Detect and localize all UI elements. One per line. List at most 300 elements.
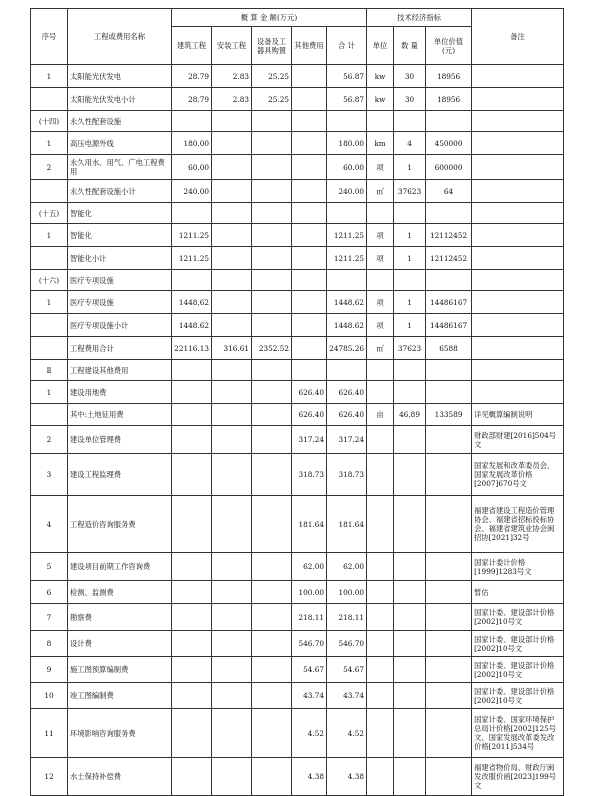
cell-name: 太阳能光伏发电小计	[68, 88, 172, 111]
header-equip: 设备及工器具购置	[252, 27, 292, 65]
cell-seq: 1	[31, 224, 68, 247]
table-row	[31, 88, 564, 111]
cell-remark: 福建省物价局、财政厅闽发改服价函[2023]199号文	[472, 758, 564, 796]
cell-seq: 8	[31, 631, 68, 657]
table-row	[31, 631, 564, 657]
cell-remark	[472, 247, 564, 270]
cell-seq: (十五)	[31, 203, 68, 224]
cell-unit-value	[426, 111, 472, 132]
cell-install	[212, 111, 252, 132]
cell-seq: (十六)	[31, 270, 68, 291]
cell-unit-value	[426, 454, 472, 496]
cell-seq	[31, 404, 68, 426]
cell-qty: 1	[394, 247, 426, 270]
cell-other	[292, 155, 327, 180]
cell-total	[327, 360, 367, 381]
cell-equip	[252, 683, 292, 709]
cell-build	[172, 604, 212, 631]
cell-name: 其中:土地征用费	[68, 404, 172, 426]
cell-install: 2.83	[212, 88, 252, 111]
cell-total: 60.00	[327, 155, 367, 180]
cell-qty: 37623	[394, 180, 426, 203]
cell-total: 180.00	[327, 132, 367, 155]
cell-install	[212, 683, 252, 709]
header-seq: 序号	[31, 9, 68, 65]
cell-qty: 30	[394, 65, 426, 88]
table-row	[31, 132, 564, 155]
cell-unit	[367, 454, 394, 496]
cell-build	[172, 270, 212, 291]
cell-install	[212, 758, 252, 796]
cell-build: 22116.13	[172, 337, 212, 360]
cell-total: 240.00	[327, 180, 367, 203]
cell-name: 智能化	[68, 203, 172, 224]
table-row	[31, 496, 564, 553]
cell-seq: 7	[31, 604, 68, 631]
cell-remark: 国家计委、建设部计价格[2002]10号文	[472, 683, 564, 709]
cell-unit-value: 6588	[426, 337, 472, 360]
cell-unit	[367, 553, 394, 581]
cell-name: 永久性配套设施小计	[68, 180, 172, 203]
cell-unit	[367, 709, 394, 758]
cell-remark: 国家计委、建设部计价格[2002]10号文	[472, 657, 564, 683]
cell-seq	[31, 314, 68, 337]
cell-unit	[367, 604, 394, 631]
cell-seq: 5	[31, 553, 68, 581]
cell-remark	[472, 381, 564, 404]
cell-install	[212, 404, 252, 426]
cell-remark: 详见概算编制说明	[472, 404, 564, 426]
cell-other	[292, 247, 327, 270]
cell-remark	[472, 270, 564, 291]
cell-name: 检测、监测费	[68, 581, 172, 604]
cell-qty	[394, 381, 426, 404]
cell-seq: (十四)	[31, 111, 68, 132]
cell-total: 100.00	[327, 581, 367, 604]
cell-qty	[394, 758, 426, 796]
cell-build	[172, 454, 212, 496]
cell-other: 100.00	[292, 581, 327, 604]
cell-total: 4.38	[327, 758, 367, 796]
cell-qty	[394, 426, 426, 454]
cell-total: 1211.25	[327, 247, 367, 270]
cell-name: 建设用地费	[68, 381, 172, 404]
cell-build	[172, 581, 212, 604]
cell-equip: 25.25	[252, 88, 292, 111]
cell-remark: 国家发展和改革委员会、国家发展改革价格[2007]670号文	[472, 454, 564, 496]
cell-total	[327, 203, 367, 224]
cell-unit: ㎡	[367, 180, 394, 203]
table-row	[31, 454, 564, 496]
cell-qty	[394, 683, 426, 709]
cell-name: 建设项目前期工作咨询费	[68, 553, 172, 581]
cell-seq: Ⅱ	[31, 360, 68, 381]
header-tech-group: 技术经济指标	[367, 9, 472, 27]
cell-qty	[394, 553, 426, 581]
cell-build: 60.00	[172, 155, 212, 180]
cell-remark: 暂估	[472, 581, 564, 604]
cell-unit-value	[426, 270, 472, 291]
cell-seq: 1	[31, 381, 68, 404]
cell-other	[292, 360, 327, 381]
cell-install	[212, 180, 252, 203]
table-row	[31, 247, 564, 270]
table-row	[31, 683, 564, 709]
table-row	[31, 291, 564, 314]
cell-unit: kw	[367, 88, 394, 111]
cell-install	[212, 709, 252, 758]
budget-table	[30, 8, 564, 796]
cell-qty	[394, 203, 426, 224]
cell-equip	[252, 454, 292, 496]
cell-remark	[472, 203, 564, 224]
header-other: 其他费用	[292, 27, 327, 65]
cell-name: 建设单位管理费	[68, 426, 172, 454]
cell-total: 318.73	[327, 454, 367, 496]
cell-install	[212, 496, 252, 553]
cell-build	[172, 631, 212, 657]
cell-other: 4.52	[292, 709, 327, 758]
cell-build: 1211.25	[172, 224, 212, 247]
cell-other	[292, 111, 327, 132]
cell-build	[172, 683, 212, 709]
header-install: 安装工程	[212, 27, 252, 65]
header-qty: 数 量	[394, 27, 426, 65]
table-row	[31, 270, 564, 291]
cell-qty	[394, 631, 426, 657]
cell-equip	[252, 604, 292, 631]
cell-remark	[472, 314, 564, 337]
cell-build: 1448.62	[172, 291, 212, 314]
cell-name: 设计费	[68, 631, 172, 657]
cell-install	[212, 381, 252, 404]
cell-unit-value	[426, 581, 472, 604]
cell-total: 43.74	[327, 683, 367, 709]
cell-other: 218.11	[292, 604, 327, 631]
cell-equip	[252, 247, 292, 270]
cell-total: 54.67	[327, 657, 367, 683]
cell-other	[292, 132, 327, 155]
table-body	[31, 65, 564, 796]
cell-unit	[367, 631, 394, 657]
cell-qty	[394, 111, 426, 132]
cell-name: 医疗专项设施小计	[68, 314, 172, 337]
cell-other	[292, 291, 327, 314]
cell-qty	[394, 270, 426, 291]
cell-qty: 46.89	[394, 404, 426, 426]
cell-build: 240.00	[172, 180, 212, 203]
cell-seq: 4	[31, 496, 68, 553]
cell-qty	[394, 709, 426, 758]
cell-unit	[367, 496, 394, 553]
cell-total	[327, 270, 367, 291]
cell-build	[172, 496, 212, 553]
header-total: 合 计	[327, 27, 367, 65]
table-row	[31, 224, 564, 247]
cell-unit-value: 14486167	[426, 314, 472, 337]
cell-qty	[394, 496, 426, 553]
cell-equip	[252, 360, 292, 381]
cell-remark	[472, 155, 564, 180]
cell-equip	[252, 314, 292, 337]
cell-equip	[252, 426, 292, 454]
cell-equip	[252, 155, 292, 180]
cell-build	[172, 381, 212, 404]
table-row	[31, 709, 564, 758]
cell-other: 4.38	[292, 758, 327, 796]
cell-total: 1211.25	[327, 224, 367, 247]
cell-seq: 2	[31, 155, 68, 180]
cell-unit: kw	[367, 65, 394, 88]
header-build: 建筑工程	[172, 27, 212, 65]
cell-total: 1448.62	[327, 314, 367, 337]
table-row	[31, 360, 564, 381]
cell-unit-value: 18956	[426, 65, 472, 88]
table-row	[31, 553, 564, 581]
cell-unit-value	[426, 709, 472, 758]
cell-install	[212, 553, 252, 581]
cell-unit	[367, 270, 394, 291]
cell-build	[172, 111, 212, 132]
cell-other	[292, 224, 327, 247]
cell-remark	[472, 360, 564, 381]
table-row	[31, 65, 564, 88]
header-row-top	[31, 9, 564, 27]
cell-other: 62.00	[292, 553, 327, 581]
cell-name: 高压电源外线	[68, 132, 172, 155]
cell-seq	[31, 337, 68, 360]
cell-unit	[367, 381, 394, 404]
cell-seq: 3	[31, 454, 68, 496]
cell-equip	[252, 404, 292, 426]
cell-unit-value	[426, 381, 472, 404]
cell-qty: 30	[394, 88, 426, 111]
cell-unit: 项	[367, 224, 394, 247]
cell-equip	[252, 553, 292, 581]
table-row	[31, 381, 564, 404]
cell-seq: 1	[31, 65, 68, 88]
cell-other	[292, 203, 327, 224]
cell-qty	[394, 454, 426, 496]
cell-build	[172, 203, 212, 224]
cell-unit-value	[426, 496, 472, 553]
cell-install	[212, 631, 252, 657]
cell-total: 181.64	[327, 496, 367, 553]
table-row	[31, 404, 564, 426]
table-row	[31, 581, 564, 604]
cell-unit	[367, 360, 394, 381]
cell-unit	[367, 581, 394, 604]
table-row	[31, 111, 564, 132]
cell-unit: 项	[367, 291, 394, 314]
cell-name: 永久性配套设施	[68, 111, 172, 132]
cell-install	[212, 291, 252, 314]
cell-name: 勘察费	[68, 604, 172, 631]
cell-remark: 国家计委、建设部计价格[2002]10号文	[472, 604, 564, 631]
cell-other: 626.40	[292, 381, 327, 404]
cell-unit-value: 12112452	[426, 247, 472, 270]
cell-qty: 1	[394, 224, 426, 247]
header-name: 工程或费用名称	[68, 9, 172, 65]
table-row	[31, 203, 564, 224]
cell-unit-value: 133589	[426, 404, 472, 426]
cell-other	[292, 180, 327, 203]
cell-unit-value: 64	[426, 180, 472, 203]
cell-install	[212, 224, 252, 247]
cell-seq: 9	[31, 657, 68, 683]
cell-install	[212, 247, 252, 270]
cell-total: 56.87	[327, 65, 367, 88]
cell-qty	[394, 604, 426, 631]
cell-other	[292, 65, 327, 88]
cell-unit-value	[426, 360, 472, 381]
cell-remark	[472, 65, 564, 88]
header-unit: 单位	[367, 27, 394, 65]
cell-build: 1448.62	[172, 314, 212, 337]
cell-equip: 25.25	[252, 65, 292, 88]
cell-equip	[252, 203, 292, 224]
cell-equip	[252, 224, 292, 247]
cell-unit: ㎡	[367, 337, 394, 360]
cell-name: 建设工程监理费	[68, 454, 172, 496]
cell-qty: 1	[394, 155, 426, 180]
cell-equip	[252, 291, 292, 314]
cell-total: 62.00	[327, 553, 367, 581]
cell-name: 工程建设其他费用	[68, 360, 172, 381]
cell-unit-value	[426, 553, 472, 581]
cell-install	[212, 426, 252, 454]
cell-qty: 1	[394, 291, 426, 314]
cell-seq	[31, 180, 68, 203]
cell-unit	[367, 657, 394, 683]
cell-seq: 1	[31, 132, 68, 155]
cell-unit-value	[426, 657, 472, 683]
cell-unit-value: 12112452	[426, 224, 472, 247]
cell-remark	[472, 111, 564, 132]
cell-total: 1448.62	[327, 291, 367, 314]
cell-remark	[472, 132, 564, 155]
cell-build	[172, 404, 212, 426]
cell-seq	[31, 247, 68, 270]
cell-remark: 国家计委计价格[1999]1283号文	[472, 553, 564, 581]
cell-qty	[394, 581, 426, 604]
table-row	[31, 337, 564, 360]
cell-install	[212, 360, 252, 381]
table-row	[31, 314, 564, 337]
cell-total: 317.24	[327, 426, 367, 454]
cell-name: 工程造价咨询服务费	[68, 496, 172, 553]
cell-qty	[394, 360, 426, 381]
cell-seq: 2	[31, 426, 68, 454]
cell-install	[212, 132, 252, 155]
cell-unit: 项	[367, 247, 394, 270]
header-unit-value: 单位价值(元)	[426, 27, 472, 65]
cell-name: 水土保持补偿费	[68, 758, 172, 796]
cell-remark: 福建省建设工程造价管理协会、福建省招标投标协会、福建省建筑业协会闽招协[2021]32号	[472, 496, 564, 553]
cell-equip	[252, 758, 292, 796]
cell-equip	[252, 132, 292, 155]
cell-remark	[472, 291, 564, 314]
cell-qty: 4	[394, 132, 426, 155]
cell-unit	[367, 426, 394, 454]
cell-total: 56.87	[327, 88, 367, 111]
cell-install	[212, 155, 252, 180]
cell-unit: km	[367, 132, 394, 155]
cell-equip	[252, 709, 292, 758]
cell-seq: 1	[31, 291, 68, 314]
cell-unit-value	[426, 426, 472, 454]
cell-name: 太阳能光伏发电	[68, 65, 172, 88]
header-remark: 备注	[472, 9, 564, 65]
cell-equip	[252, 381, 292, 404]
cell-qty: 37623	[394, 337, 426, 360]
cell-install	[212, 314, 252, 337]
cell-equip	[252, 581, 292, 604]
cell-other	[292, 314, 327, 337]
cell-total: 4.52	[327, 709, 367, 758]
cell-qty	[394, 657, 426, 683]
cell-seq: 12	[31, 758, 68, 796]
cell-name: 环境影响咨询服务费	[68, 709, 172, 758]
cell-install	[212, 203, 252, 224]
cell-equip	[252, 180, 292, 203]
cell-name: 智能化小计	[68, 247, 172, 270]
cell-unit-value: 18956	[426, 88, 472, 111]
cell-remark	[472, 337, 564, 360]
cell-unit: 项	[367, 314, 394, 337]
cell-unit	[367, 758, 394, 796]
table-row	[31, 180, 564, 203]
cell-other: 43.74	[292, 683, 327, 709]
cell-unit	[367, 683, 394, 709]
cell-name: 医疗专项设施	[68, 270, 172, 291]
cell-install	[212, 604, 252, 631]
cell-qty: 1	[394, 314, 426, 337]
cell-build	[172, 657, 212, 683]
cell-unit: 项	[367, 155, 394, 180]
table-row	[31, 657, 564, 683]
cell-total	[327, 111, 367, 132]
cell-unit-value	[426, 604, 472, 631]
cell-equip: 2352.52	[252, 337, 292, 360]
cell-install	[212, 581, 252, 604]
cell-equip	[252, 496, 292, 553]
cell-name: 永久用水、用气、广电工程费用	[68, 155, 172, 180]
table-row	[31, 426, 564, 454]
cell-total: 218.11	[327, 604, 367, 631]
cell-seq: 10	[31, 683, 68, 709]
cell-install: 2.83	[212, 65, 252, 88]
cell-unit-value	[426, 203, 472, 224]
cell-build	[172, 758, 212, 796]
cell-equip	[252, 657, 292, 683]
cell-build: 180.00	[172, 132, 212, 155]
cell-unit: 亩	[367, 404, 394, 426]
cell-build	[172, 426, 212, 454]
cell-unit-value: 14486167	[426, 291, 472, 314]
cell-remark: 财政部财建[2016]504号文	[472, 426, 564, 454]
cell-total: 24785.26	[327, 337, 367, 360]
cell-unit-value	[426, 683, 472, 709]
cell-unit-value	[426, 631, 472, 657]
cell-build	[172, 360, 212, 381]
cell-install	[212, 270, 252, 291]
cell-unit-value	[426, 758, 472, 796]
cell-other: 54.67	[292, 657, 327, 683]
cell-other: 318.73	[292, 454, 327, 496]
cell-unit-value: 450000	[426, 132, 472, 155]
cell-remark	[472, 224, 564, 247]
